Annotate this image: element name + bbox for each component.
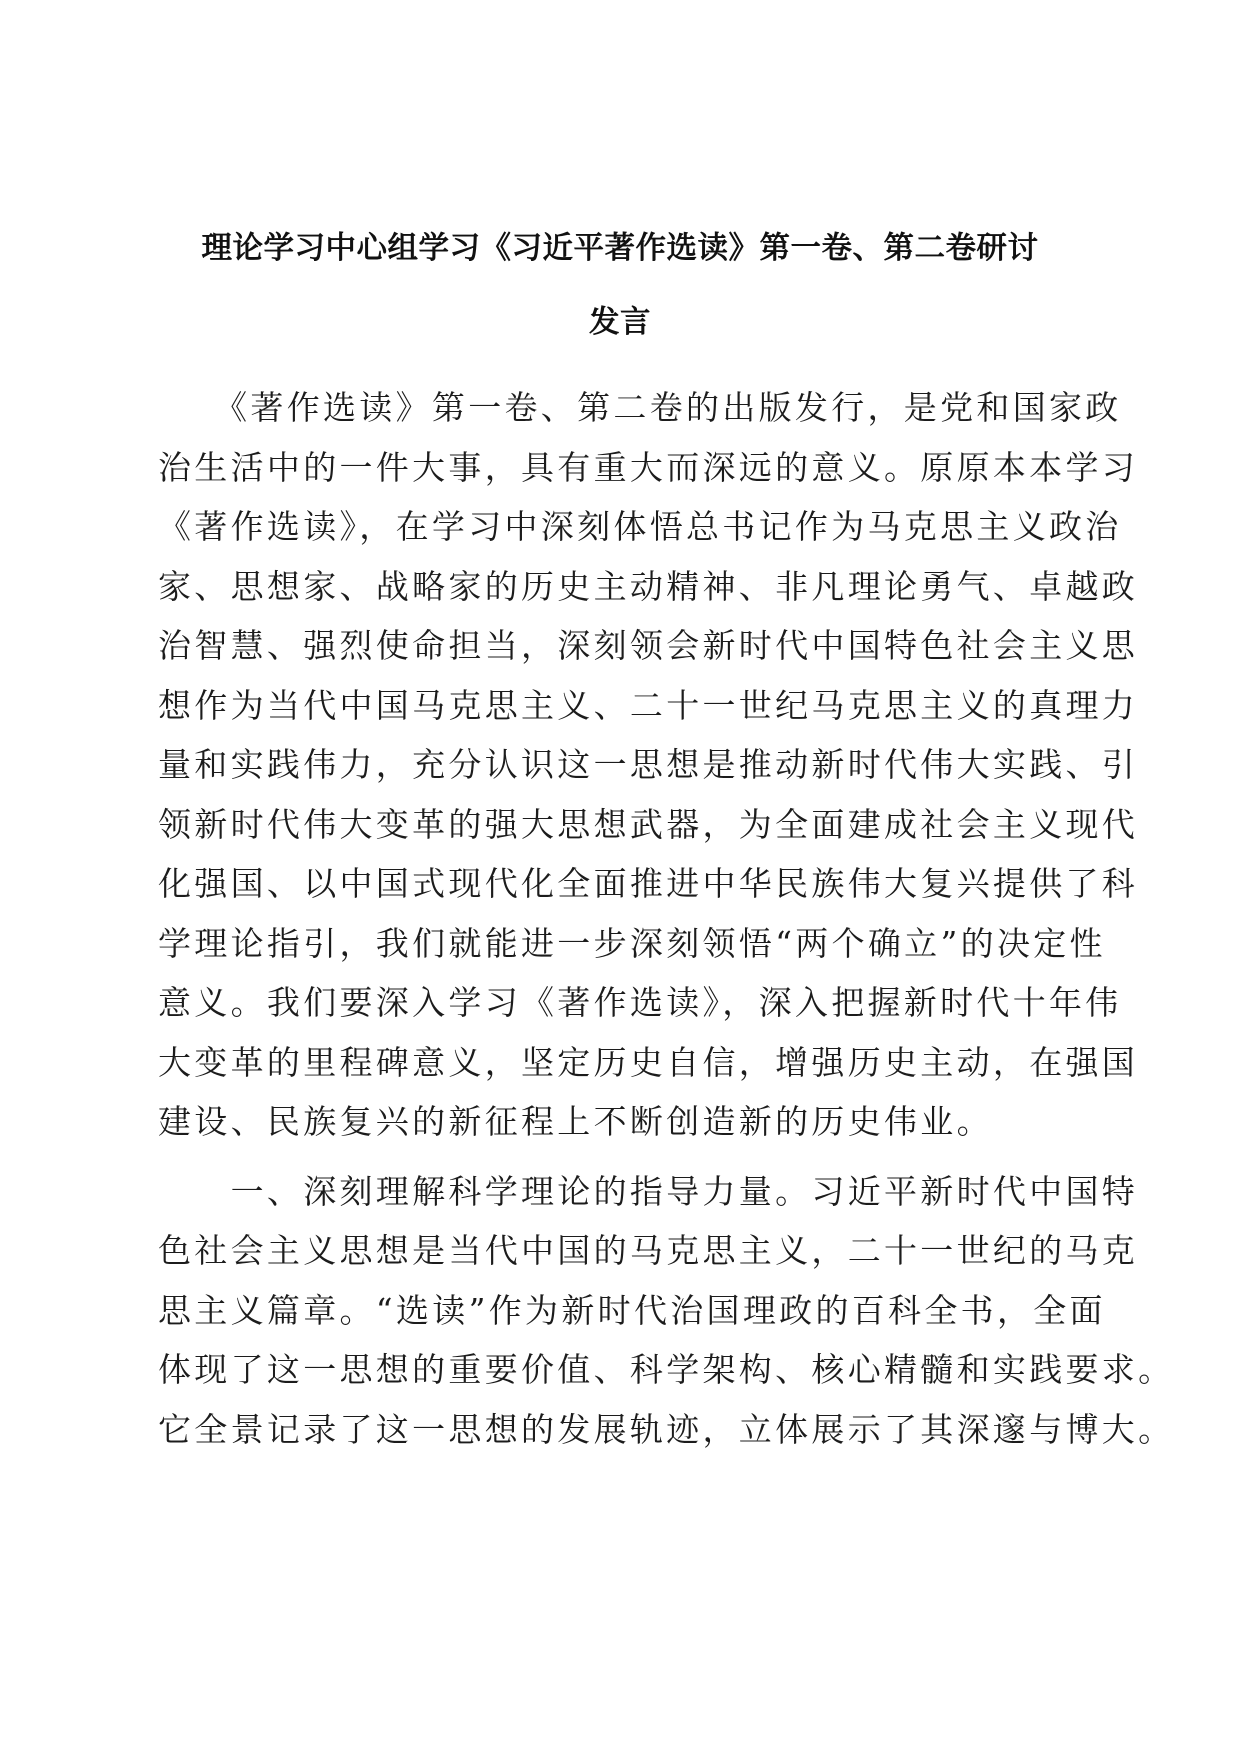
title-line: 理论学习中心组学习《习近平著作选读》第一卷、第二卷研讨 bbox=[201, 231, 1039, 266]
text-line: 想作为当代中国马克思主义、二十一世纪马克思主义的真理力 bbox=[158, 685, 1139, 725]
text-line: 大变革的里程碑意义，坚定历史自信，增强历史主动，在强国 bbox=[158, 1042, 1139, 1082]
text-line: 化强国、以中国式现代化全面推进中华民族伟大复兴提供了科 bbox=[158, 864, 1139, 903]
text-line: 《著作选读》，在学习中深刻体悟总书记作为马克思主义政治 bbox=[158, 507, 1122, 546]
paragraph-spacer bbox=[158, 1152, 1082, 1162]
paragraph-section-one bbox=[158, 1162, 1175, 1460]
text-line: 它全景记录了这一思想的发展轨迹，立体展示了其深邃与博大。 bbox=[158, 1409, 1175, 1449]
text-line: 治生活中的一件大事，具有重大而深远的意义。原原本本学习 bbox=[158, 447, 1139, 487]
text-line: 领新时代伟大变革的强大思想武器，为全面建成社会主义现代 bbox=[158, 804, 1139, 844]
document-body bbox=[158, 378, 1175, 1459]
text-line: 建设、民族复兴的新征程上不断创造新的历史伟业。 bbox=[158, 1102, 993, 1141]
text-line: 意义。我们要深入学习《著作选读》，深入把握新时代十年伟 bbox=[158, 983, 1122, 1022]
text-line: 《著作选读》第一卷、第二卷的出版发行，是党和国家政 bbox=[158, 388, 1122, 427]
text-line: 家、思想家、战略家的历史主动精神、非凡理论勇气、卓越政 bbox=[158, 566, 1139, 606]
title-line: 发言 bbox=[589, 305, 651, 340]
text-line: 思主义篇章。“选读”作为新时代治国理政的百科全书，全面 bbox=[158, 1290, 1106, 1330]
text-line: 学理论指引，我们就能进一步深刻领悟“两个确立”的决定性 bbox=[158, 923, 1106, 963]
text-line: 一、深刻理解科学理论的指导力量。习近平新时代中国特 bbox=[158, 1171, 1139, 1211]
text-line: 量和实践伟力，充分认识这一思想是推动新时代伟大实践、引 bbox=[158, 745, 1139, 784]
paragraph-intro bbox=[158, 378, 1139, 1152]
text-line: 治智慧、强烈使命担当，深刻领会新时代中国特色社会主义思 bbox=[158, 626, 1139, 665]
text-line: 体现了这一思想的重要价值、科学架构、核心精髓和实践要求。 bbox=[158, 1350, 1175, 1389]
document-title bbox=[158, 212, 1082, 360]
text-line: 色社会主义思想是当代中国的马克思主义，二十一世纪的马克 bbox=[158, 1231, 1139, 1270]
